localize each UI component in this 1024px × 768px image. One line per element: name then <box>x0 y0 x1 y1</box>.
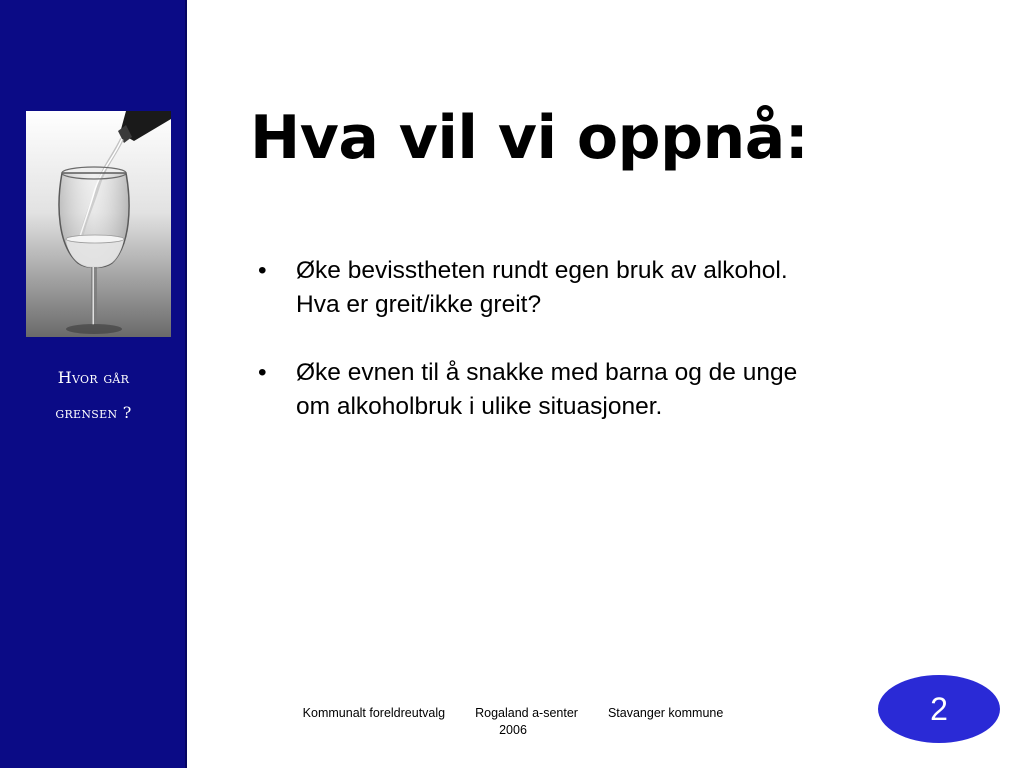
page-number-badge: 2 <box>878 675 1000 743</box>
bullet-list <box>258 254 898 458</box>
tagline-line-1: Hvor går <box>57 368 130 387</box>
footer-municipality: Stavanger kommune <box>607 706 724 720</box>
bullet-line: Hva er greit/ikke greit? <box>296 291 542 318</box>
footer-year: 2006 <box>499 723 527 737</box>
bullet-line: Øke bevisstheten rundt egen bruk av alkohol. <box>296 257 788 284</box>
sidebar-tagline <box>0 360 187 430</box>
bullet-symbol: • <box>258 359 267 386</box>
footer-organization: Kommunalt foreldreutvalg <box>302 706 446 720</box>
slide-title: Hva vil vi oppnå: <box>250 103 809 173</box>
tagline-line-2: grensen ? <box>55 403 132 422</box>
bullet-item <box>258 356 898 424</box>
bullet-line: om alkoholbruk i ulike situasjoner. <box>296 393 663 420</box>
slide-footer <box>270 705 756 739</box>
bullet-line: Øke evnen til å snakke med barna og de unge <box>296 359 798 386</box>
bullet-item <box>258 254 898 322</box>
wine-glass-image <box>26 111 171 337</box>
bullet-symbol: • <box>258 257 267 284</box>
footer-partner: Rogaland a-senter <box>475 706 578 720</box>
sidebar-panel <box>0 0 187 768</box>
